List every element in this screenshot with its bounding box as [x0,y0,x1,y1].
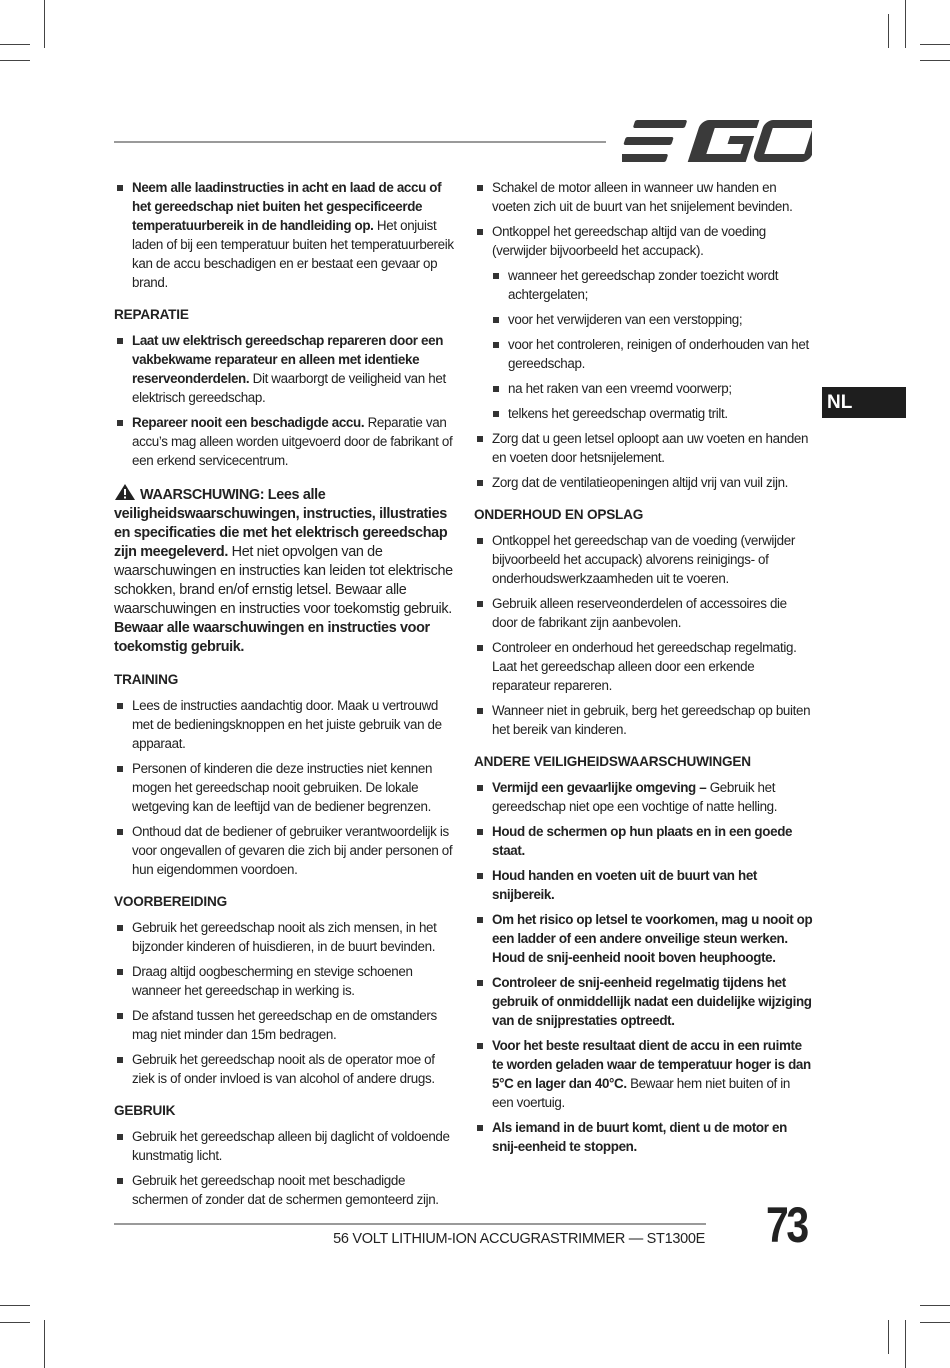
item-text: Ontkoppel het gereedschap van de voeding (verwijder bijvoorbeeld het accupack) alvorens reinigings- of onderhoudswerkzaamheden uit te voeren. [492,533,795,586]
bullet-icon [117,766,123,772]
warning-text: Het niet opvolgen van de waarschuwingen en instructies kan leiden tot elektrische schokken, brand en/of ernstig letsel. Bewaar alle waarschuwingen en instructies voor toekomstig gebruik. [114,544,453,617]
bullet-icon [493,273,499,279]
bullet-icon [477,873,483,879]
section-heading: REPARATIE [114,307,189,322]
list-item [474,594,814,632]
bullet-icon [477,917,483,923]
item-bold: Controleer de snij-eenheid regelmatig tijdens het gebruik of onmiddellijk nadat een duidelijke wijziging van de snijprestaties optreedt. [492,975,812,1028]
crop-mark [920,60,950,61]
bullet-icon [493,342,499,348]
section-heading: ANDERE VEILIGHEIDSWAARSCHUWINGEN [474,754,751,769]
item-bold: Repareer nooit een beschadigde accu. [132,415,365,430]
ego-logo [622,118,812,164]
item-text: na het raken van een vreemd voorwerp; [508,381,732,396]
crop-mark [905,1320,906,1368]
crop-mark [0,44,30,45]
item-text: Onthoud dat de bediener of gebruiker verantwoordelijk is voor ongevallen of gevaren die zich bij ander personen of hun eigendommen voordoen. [132,824,453,877]
bullet-icon [477,980,483,986]
sub-list-item [490,266,814,304]
item-text: Personen of kinderen die deze instructies niet kennen mogen het gereedschap nooit gebruiken. De lokale wetgeving kan de leeftijd van de bediener begrenzen. [132,761,433,814]
item-text: Lees de instructies aandachtig door. Maak u vertrouwd met de bedieningsknoppen en het juiste gebruik van de apparaat. [132,698,442,751]
sub-list-item [490,335,814,373]
list-item [474,778,814,816]
bullet-icon [477,708,483,714]
item-text: Gebruik het gereedschap niet ope een vochtige of natte helling. [492,780,778,814]
bullet-icon [477,480,483,486]
item-text: voor het controleren, reinigen of onderhouden van het gereedschap. [508,337,809,371]
list-item [474,222,814,260]
item-bold: Vermijd een gevaarlijke omgeving – [492,780,707,795]
item-bold: Om het risico op letsel te voorkomen, mag u nooit op een ladder of een andere onveilige steun werken. Houd de snij-eenheid nooit boven heuphoogte. [492,912,813,965]
crop-mark [920,44,950,45]
list-item [474,178,814,216]
list-item [114,1006,454,1044]
item-text: Zorg dat u geen letsel oploopt aan uw voeten en handen en voeten door hetsnijelement. [492,431,809,465]
item-text: voor het verwijderen van een verstopping; [508,312,743,327]
list-item [474,822,814,860]
warning-label: WAARSCHUWING: [140,487,265,503]
section-heading: TRAINING [114,672,179,687]
item-text: Het onjuist laden of bij een temperatuur buiten het temperatuurbereik kan de accu beschadigen en er bestaat een gevaar op brand. [132,218,454,290]
crop-mark [920,1322,950,1323]
language-tab: NL [822,387,906,418]
sub-list-item [490,379,814,398]
bullet-icon [117,969,123,975]
item-text: Controleer en onderhoud het gereedschap regelmatig. Laat het gereedschap alleen door een erkende reparateur repareren. [492,640,797,693]
section-heading: GEBRUIK [114,1103,176,1118]
bullet-icon [117,1013,123,1019]
warning-block [114,483,454,657]
list-item [114,178,454,292]
crop-mark [0,1322,30,1323]
bullet-icon [117,338,123,344]
list-item [474,866,814,904]
crop-mark [888,1320,889,1354]
bullet-icon [477,1125,483,1131]
item-text: Draag altijd oogbescherming en stevige schoenen wanneer het gereedschap in werking is. [132,964,413,998]
list-item [474,473,814,492]
list-item [114,413,454,470]
list-item [114,1171,454,1209]
list-item [114,331,454,407]
item-text: telkens het gereedschap overmatig trilt. [508,406,728,421]
crop-mark [888,14,889,48]
item-text: Gebruik het gereedschap nooit als zich mensen, in het bijzonder kinderen of huisdieren, in de buurt bevinden. [132,920,437,954]
crop-mark [0,1305,30,1306]
item-text: Gebruik het gereedschap nooit met beschadigde schermen of zonder dat de schermen gemonteerd zijn. [132,1173,439,1207]
footer-rule [114,1223,706,1225]
bullet-icon [117,1057,123,1063]
list-item [114,822,454,879]
bullet-icon [477,229,483,235]
item-bold: Houd de schermen op hun plaats en in een goede staat. [492,824,793,858]
crop-mark [44,0,45,48]
right-column [474,178,814,1162]
item-text: De afstand tussen het gereedschap en de omstanders mag niet minder dan 15m bedragen. [132,1008,437,1042]
bullet-icon [477,785,483,791]
item-text: Wanneer niet in gebruik, berg het gereedschap op buiten het bereik van kinderen. [492,703,811,737]
crop-mark [0,60,30,61]
item-text: Ontkoppel het gereedschap altijd van de voeding (verwijder bijvoorbeeld het accupack). [492,224,766,258]
item-bold: Houd handen en voeten uit de buurt van het snijbereik. [492,868,758,902]
list-item [114,918,454,956]
section-heading: VOORBEREIDING [114,894,227,909]
bullet-icon [477,185,483,191]
bullet-icon [117,420,123,426]
bullet-icon [477,436,483,442]
list-item [474,973,814,1030]
bullet-icon [493,386,499,392]
list-item [114,962,454,1000]
item-text: Gebruik het gereedschap alleen bij daglicht of voldoende kunstmatig licht. [132,1129,450,1163]
warning-triangle-icon [114,483,136,501]
item-bold: Laat uw elektrisch gereedschap repareren door een vakbekwame reparateur en alleen met identieke reserveonderdelen. [132,333,444,386]
item-text: Gebruik het gereedschap nooit als de operator moe of ziek is of onder invloed is van alcohol of andere drugs. [132,1052,435,1086]
crop-mark [920,1305,950,1306]
bullet-icon [477,601,483,607]
bullet-icon [117,1134,123,1140]
list-item [114,1050,454,1088]
item-bold: Voor het beste resultaat dient de accu in een ruimte te worden geladen waar de temperatuur hoger is dan 5°C en lager dan 40°C. [492,1038,811,1091]
list-item [474,1036,814,1112]
list-item [114,759,454,816]
left-column [114,178,454,1215]
footer-title: 56 VOLT LITHIUM-ION ACCUGRASTRIMMER — ST1300E [333,1231,705,1247]
item-text: Bewaar hem niet buiten of in een voertuig. [492,1076,791,1110]
header-rule [114,141,606,143]
list-item [474,638,814,695]
bullet-icon [117,925,123,931]
bullet-icon [477,645,483,651]
bullet-icon [117,829,123,835]
item-bold: Als iemand in de buurt komt, dient u de motor en snij-eenheid te stoppen. [492,1120,787,1154]
item-text: Zorg dat de ventilatieopeningen altijd vrij van vuil zijn. [492,475,789,490]
list-item [474,429,814,467]
crop-mark [44,1320,45,1368]
warning-bold: Lees alle veiligheidswaarschuwingen, instructies, illustraties en specificaties die met het elektrisch gereedschap zijn meegeleverd. [114,487,448,560]
bullet-icon [477,538,483,544]
list-item [114,696,454,753]
bullet-icon [117,1178,123,1184]
list-item [474,531,814,588]
bullet-icon [493,317,499,323]
list-item [474,1118,814,1156]
page-number: 73 [766,1197,807,1253]
warning-bold-end: Bewaar alle waarschuwingen en instructies voor toekomstig gebruik. [114,620,430,655]
list-item [114,1127,454,1165]
item-text: Schakel de motor alleen in wanneer uw handen en voeten zich uit de buurt van het snijelement bevinden. [492,180,793,214]
sub-list-item [490,404,814,423]
section-heading: ONDERHOUD EN OPSLAG [474,507,644,522]
crop-mark [905,0,906,48]
item-text: Gebruik alleen reserveonderdelen of accessoires die door de fabrikant zijn aanbevolen. [492,596,787,630]
item-text: wanneer het gereedschap zonder toezicht wordt achtergelaten; [508,268,779,302]
bullet-icon [477,829,483,835]
item-text: Reparatie van accu’s mag alleen worden uitgevoerd door de fabrikant of een erkend servicecentrum. [132,415,453,468]
bullet-icon [477,1043,483,1049]
bullet-icon [117,703,123,709]
item-text: Dit waarborgt de veiligheid van het elektrisch gereedschap. [132,371,446,405]
bullet-icon [493,411,499,417]
sub-list-item [490,310,814,329]
item-bold: Neem alle laadinstructies in acht en laad de accu of het gereedschap niet buiten het gespecificeerde temperatuurbereik in de handleiding op. [132,180,442,233]
list-item [474,910,814,967]
list-item [474,701,814,739]
bullet-icon [117,185,123,191]
